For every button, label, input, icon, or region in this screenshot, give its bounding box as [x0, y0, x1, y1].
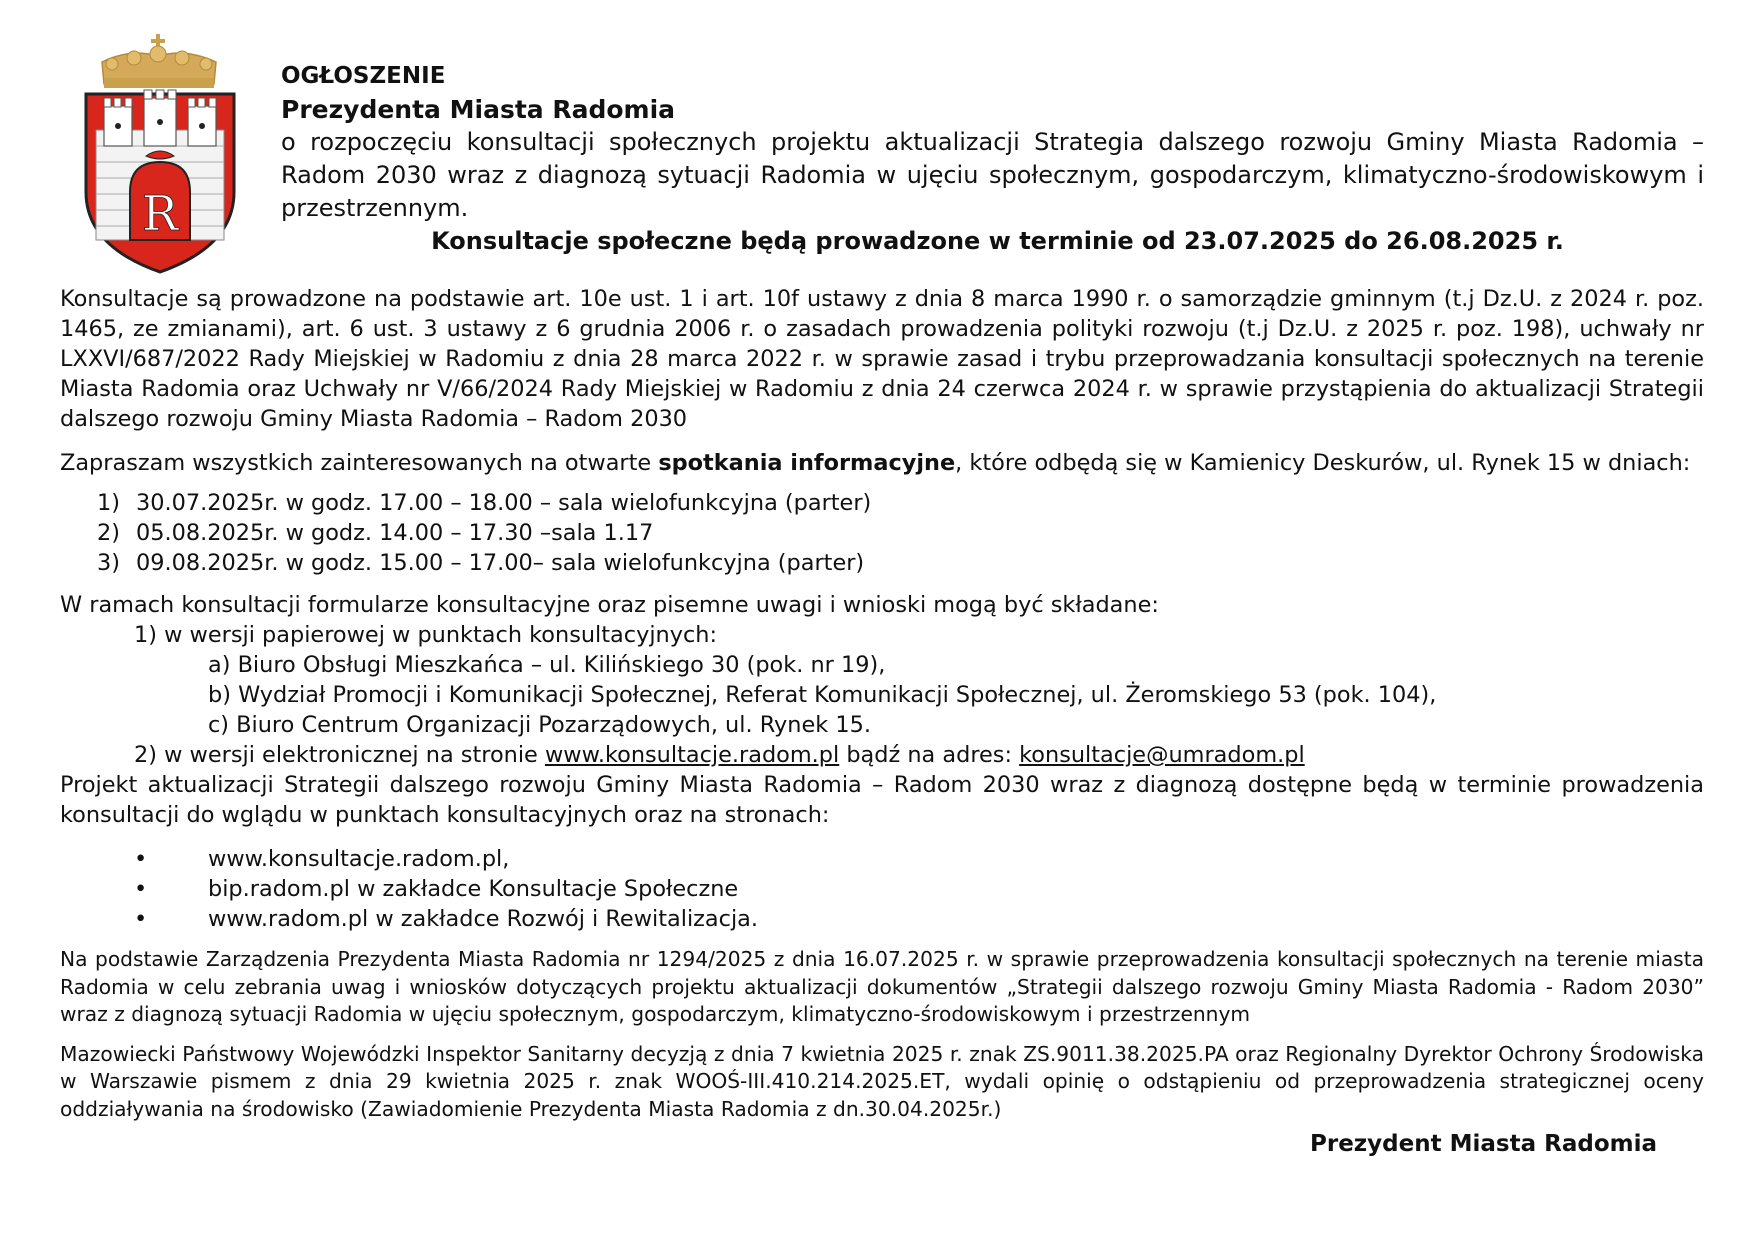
consultation-point: b) Wydział Promocji i Komunikacji Społecznej, Referat Komunikacji Społecznej, ul. Żeromskiego 53 (pok. 104), [208, 682, 1437, 708]
list-number: 1) [97, 490, 120, 516]
crest-letter: R [141, 186, 179, 242]
electronic-text-pre: 2) w wersji elektronicznej na stronie [134, 742, 545, 768]
consultation-email-link[interactable]: konsultacje@umradom.pl [1019, 742, 1305, 768]
list-item [60, 488, 1704, 518]
inspector-note: Mazowiecki Państwowy Wojewódzki Inspektor Sanitarny decyzją z dnia 7 kwietnia 2025 r. znak ZS.9011.38.2025.PA oraz Regionalny Dyrektor Ochrony Środowiska w Warszawie pismem z dnia 29 kwietnia 2025 r. znak WOOŚ-III.410.214.2025.ET, wydali opinię o odstąpieniu od przeprowadzenia strategicznej oceny oddziaływania na środowisko (Zawiadomienie Prezydenta Miasta Radomia z dn.30.04.2025r.) [60, 1041, 1704, 1121]
consultation-term: Konsultacje społeczne będą prowadzone w terminie od 23.07.2025 do 26.08.2025 r. [431, 227, 1564, 255]
site-text: www.radom.pl w zakładce Rozwój i Rewitalizacja. [208, 906, 759, 932]
list-item [60, 548, 1704, 578]
list-text: 09.08.2025r. w godz. 15.00 – 17.00– sala wielofunkcyjna (parter) [136, 550, 865, 576]
bullet-icon: • [134, 906, 148, 932]
list-text: 30.07.2025r. w godz. 17.00 – 18.00 – sala wielofunkcyjna (parter) [136, 490, 872, 516]
site-text: www.konsultacje.radom.pl, [208, 846, 510, 872]
bullet-icon: • [134, 846, 148, 872]
announcement-subtitle: Prezydenta Miasta Radomia [281, 95, 676, 124]
list-item [60, 874, 1704, 904]
invite-text-post: , które odbędą się w Kamienicy Deskurów, ul. Rynek 15 w dniach: [955, 450, 1691, 476]
electronic-version [60, 740, 1704, 770]
meetings-invitation [60, 448, 1704, 478]
announcement-header [281, 60, 1704, 258]
consultation-point: a) Biuro Obsługi Mieszkańca – ul. Kilińskiego 30 (pok. nr 19), [208, 652, 886, 678]
legal-basis: Konsultacje są prowadzone na podstawie art. 10e ust. 1 i art. 10f ustawy z dnia 8 marca 1990 r. o samorządzie gminnym (t.j Dz.U. z 2024 r. poz. 1465, ze zmianami), art. 6 ust. 3 ustawy z 6 grudnia 2006 r. o zasadach prowadzenia polityki rozwoju (t.j Dz.U. z 2025 r. poz. 198), uchwały nr LXXVI/687/2022 Rady Miejskiej w Radomiu z dnia 28 marca 2022 r. w sprawie zasad i trybu przeprowadzania konsultacji społecznych na terenie Miasta Radomia oraz Uchwały nr V/66/2024 Rady Miejskiej w Radomiu z dnia 24 czerwca 2024 r. w sprawie przystąpienia do aktualizacji Strategii dalszego rozwoju Gminy Miasta Radomia – Radom 2030 [60, 286, 1704, 432]
list-item [60, 518, 1704, 548]
list-number: 2) [97, 520, 120, 546]
invite-text-bold: spotkania informacyjne [658, 450, 956, 476]
list-item [60, 904, 1704, 934]
ordinance-note: Na podstawie Zarządzenia Prezydenta Miasta Radomia nr 1294/2025 z dnia 16.07.2025 r. w sprawie przeprowadzenia konsultacji społecznych na terenie miasta Radomia w celu zebrania uwag i wniosków dotyczących projektu aktualizacji dokumentów „Strategii dalszego rozwoju Gminy Miasta Radomia - Radom 2030” wraz z diagnozą sytuacji Radomia w ujęciu społecznym, gospodarczym, klimatyczno-środowiskowym i przestrzennym [60, 947, 1704, 1026]
announcement-body [60, 284, 1704, 1123]
announcement-description: o rozpoczęciu konsultacji społecznych projektu aktualizacji Strategia dalszego rozwoju Gminy Miasta Radomia – Radom 2030 wraz z diagnozą sytuacji Radomia w ujęciu społecznym, gospodarczym, klimatyczno-środowiskowym i przestrzennym. [281, 128, 1704, 222]
electronic-text-mid: bądź na adres: [839, 742, 1020, 768]
site-text: bip.radom.pl w zakładce Konsultacje Społeczne [208, 876, 739, 902]
list-text: 05.08.2025r. w godz. 14.00 – 17.30 –sala 1.17 [136, 520, 654, 546]
forms-intro: W ramach konsultacji formularze konsultacyjne oraz pisemne uwagi i wnioski mogą być składane: [60, 592, 1159, 618]
consultation-point: c) Biuro Centrum Organizacji Pozarządowych, ul. Rynek 15. [208, 712, 871, 738]
paper-version: 1) w wersji papierowej w punktach konsultacyjnych: [134, 622, 718, 648]
list-item [60, 844, 1704, 874]
signature: Prezydent Miasta Radomia [1310, 1131, 1657, 1157]
consultation-website-link[interactable]: www.konsultacje.radom.pl [544, 742, 840, 768]
invite-text-pre: Zapraszam wszystkich zainteresowanych na otwarte [60, 450, 659, 476]
sites-list [60, 844, 1704, 934]
submission-methods [60, 590, 1704, 770]
meetings-list [60, 488, 1704, 578]
crown-icon [102, 34, 216, 88]
announcement-title: OGŁOSZENIE [281, 63, 446, 89]
bullet-icon: • [134, 876, 148, 902]
list-number: 3) [97, 550, 120, 576]
radom-coat-of-arms-icon [82, 34, 238, 274]
availability-info: Projekt aktualizacji Strategii dalszego rozwoju Gminy Miasta Radomia – Radom 2030 wraz z diagnozą dostępne będą w terminie prowadzenia konsultacji do wglądu w punktach konsultacyjnych oraz na stronach: [60, 772, 1704, 828]
